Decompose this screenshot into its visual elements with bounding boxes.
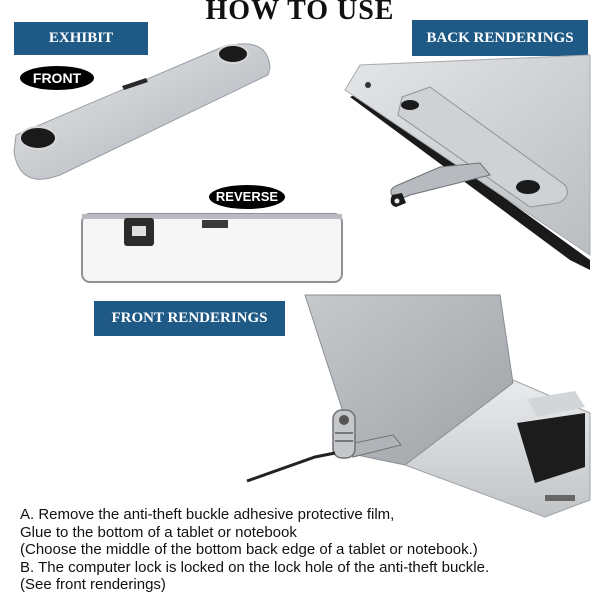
exhibit-label-text: EXHIBIT bbox=[48, 30, 114, 46]
front-renderings-label-text: FRONT RENDERINGS bbox=[111, 310, 268, 326]
reverse-plate-edge bbox=[82, 214, 342, 219]
back-plate-pad-bottom bbox=[516, 180, 540, 194]
back-renderings-label-text: BACK RENDERINGS bbox=[426, 30, 574, 46]
back-plate-pad-top bbox=[401, 100, 419, 110]
reverse-badge-text: REVERSE bbox=[215, 189, 279, 204]
back-renderings-label bbox=[412, 20, 588, 56]
instructions bbox=[20, 506, 590, 594]
front-badge-text: FRONT bbox=[32, 70, 82, 86]
front-rendering-illustration bbox=[245, 295, 590, 520]
page-title: HOW TO USE bbox=[205, 0, 395, 26]
front-plate-pad-right bbox=[218, 45, 248, 63]
instruction-line: (See front renderings) bbox=[20, 576, 166, 593]
instruction-line: (Choose the middle of the bottom back edge of a tablet or notebook.) bbox=[20, 541, 478, 558]
instruction-line: B. The computer lock is locked on the lock hole of the anti-theft buckle. bbox=[20, 558, 490, 576]
front-plate-pad-left bbox=[20, 127, 56, 149]
instruction-line: Glue to the bottom of a tablet or notebook bbox=[20, 523, 297, 541]
reverse-plate-slot bbox=[202, 220, 228, 228]
reverse-badge bbox=[209, 185, 285, 209]
front-plate-body bbox=[14, 44, 270, 179]
front-plate-illustration bbox=[10, 40, 275, 185]
reverse-plate-illustration bbox=[80, 210, 345, 290]
instruction-line: A. Remove the anti-theft buckle adhesive protective film, bbox=[20, 506, 395, 523]
lock-cable bbox=[247, 453, 335, 481]
back-rendering-illustration bbox=[340, 55, 590, 270]
